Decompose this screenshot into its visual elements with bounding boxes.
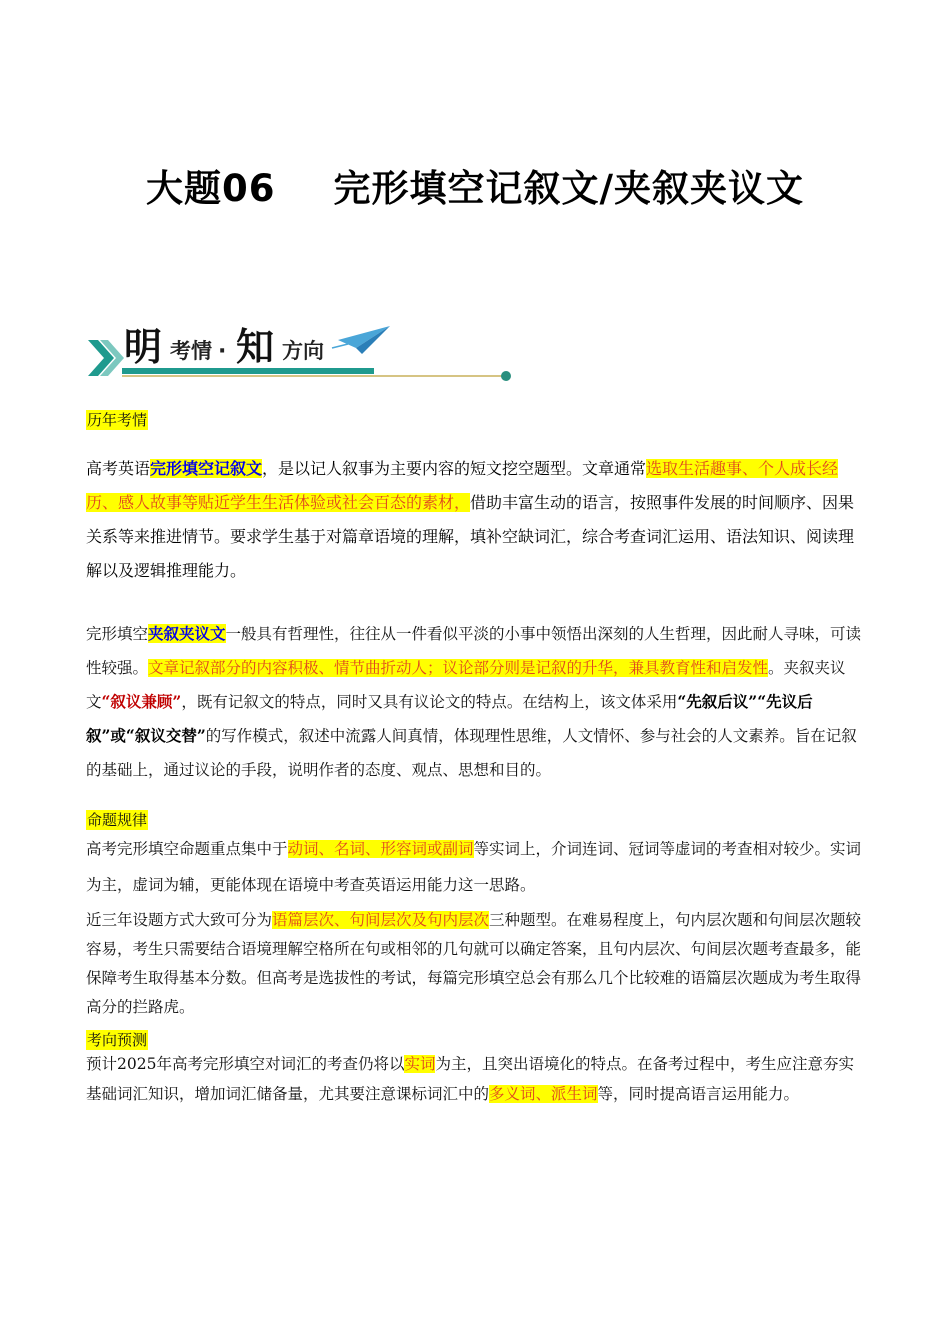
forecast-label: 考向预测 [87,1031,148,1049]
banner-char-zhi: 知 [236,324,275,369]
paragraph-rules: 高考完形填空命题重点集中于动词、名词、形容词或副词等实词上，介词连词、冠词等虚词的考查相对较少。实词为主，虚词为辅，更能体现在语境中考查英语运用能力这一思路。 [86,840,862,894]
title-number: 大题06 [145,167,276,210]
title-topic: 完形填空记叙文/夹叙夹议文 [333,167,804,210]
banner-char-ming: 明 [124,324,163,369]
banner-dot: · [218,339,227,364]
banner-text-kaoqing: 考情 [170,339,212,363]
page-title [0,158,950,212]
history-label: 历年考情 [87,411,148,429]
banner-dot-icon [501,371,511,381]
paper-plane-icon [332,326,390,354]
rules-label: 命题规律 [87,811,148,829]
paragraph-narrative: 高考英语完形填空记叙文，是以记人叙事为主要内容的短文挖空题型。文章通常选取生活趣事、个人成长经历、感人故事等贴近学生生活体验或社会百态的素材，借助丰富生动的语言，按照事件发展的时间顺序、因果关系等来推进情节。要求学生基于对篇章语境的理解，填补空缺词汇，综合考查词汇运用、语法知识、阅读理解以及逻辑推理能力。 [86,459,855,580]
banner-text-fangxiang: 方向 [282,339,324,363]
paragraph-forecast: 预计2025年高考完形填空对词汇的考查仍将以实词为主，且突出语境化的特点。在备考过程中，考生应注意夯实基础词汇知识，增加词汇储备量，尤其要注意课标词汇中的多义词、派生词等，同时提高语言运用能力。 [86,1055,854,1103]
section-banner [86,318,516,390]
paragraph-levels: 近三年设题方式大致可分为语篇层次、句间层次及句内层次三种题型。在难易程度上，句内层次题和句间层次题较容易，考生只需要结合语境理解空格所在句或相邻的几句就可以确定答案，且句内层次、句间层次题考查最多，能保障考生取得基本分数。但高考是选拔性的考试，每篇完形填空总会有那么几个比较难的语篇层次题成为考生取得高分的拦路虎。 [86,911,862,1016]
paragraph-mixed: 完形填空夹叙夹议文一般具有哲理性，往往从一件看似平淡的小事中领悟出深刻的人生哲理，因此耐人寻味，可读性较强。文章记叙部分的内容积极、情节曲折动人；议论部分则是记叙的升华，兼具教育性和启发性。夹叙夹议文“叙议兼顾”，既有记叙文的特点，同时又具有议论文的特点。在结构上，该文体采用“先叙后议”“先议后叙”或“叙议交替”的写作模式，叙述中流露人间真情，体现理性思维，人文情怀、参与社会的人文素养。旨在记叙的基础上，通过议论的手段，说明作者的态度、观点、思想和目的。 [86,624,862,779]
